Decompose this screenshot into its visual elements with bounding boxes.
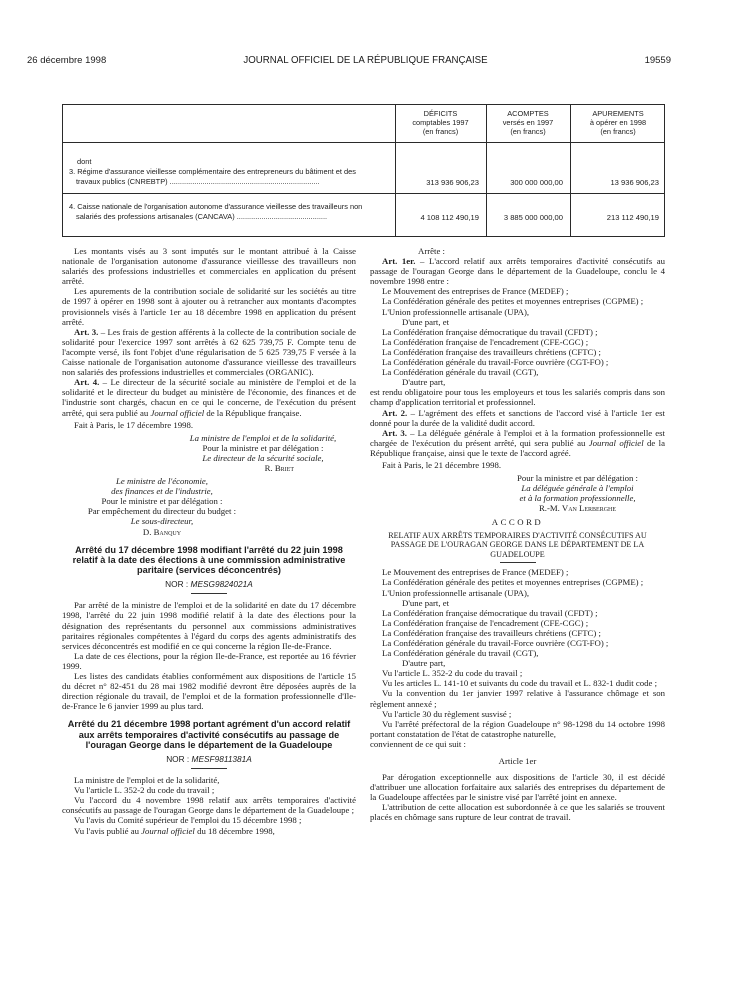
- party-cfe-cgc: La Confédération française de l'encadrement (CFE-CGC) ;: [382, 617, 589, 628]
- paragraph: Vu l'article L. 352-2 du code du travail ;: [74, 785, 215, 796]
- paragraph: La ministre de l'emploi et de la solidarité,: [74, 775, 220, 786]
- paragraph: Les apurements de la contribution sociale de solidarité sur les sociétés au titre de 1997 à opérer en 1998 sont à ajouter ou à retrancher aux montants d'acomptes provisionnels visés à l'article 1er au 18 décembre 1998 en application du présent arrêté.: [62, 286, 356, 327]
- party-cgt: La Confédération générale du travail (CGT),: [382, 367, 539, 378]
- dautre-part: D'autre part,: [402, 377, 446, 388]
- section-title-accord: Arrêté du 21 décembre 1998 portant agrément d'un accord relatif aux arrêts temporaires d'activité consécutifs au passage de l'ouragan George dans le département de la Guadeloupe: [67, 719, 351, 750]
- article-2: Art. 2. – L'agrément des effets et sanctions de l'accord visé à l'article 1er est donné pour la durée de la validité dudit accord.: [370, 407, 665, 428]
- party-cgpme: La Confédération générale des petites et moyennes entreprises (CGPME) ;: [382, 296, 644, 307]
- left-column: [62, 246, 356, 836]
- party-medef: Le Mouvement des entreprises de France (MEDEF) ;: [382, 286, 569, 297]
- paragraph: Vu l'accord du 4 novembre 1998 relatif aux arrêts temporaires d'activité consécutifs au passage de l'ouragan George dans le département de la Guadeloupe ;: [62, 795, 356, 816]
- party-cgpme: La Confédération générale des petites et moyennes entreprises (CGPME) ;: [382, 577, 644, 588]
- party-cfe-cgc: La Confédération française de l'encadrement (CFE-CGC) ;: [382, 336, 589, 347]
- paragraph: Vu l'avis publié au Journal officiel du 18 décembre 1998,: [74, 825, 275, 836]
- vu-line: Vu l'article L. 352-2 du code du travail ;: [382, 668, 523, 679]
- header-apurements: APUREMENTS à opérer en 1998 (en francs): [589, 109, 647, 136]
- fait-a-paris: Fait à Paris, le 17 décembre 1998.: [74, 419, 194, 430]
- party-cfdt: La Confédération française démocratique du travail (CFDT) ;: [382, 326, 598, 337]
- party-cfdt: La Confédération française démocratique du travail (CFDT) ;: [382, 607, 598, 618]
- article-3: Art. 3. – La déléguée générale à l'emploi et à la formation professionnelle est chargée de l'exécution du présent arrêté, qui sera publié au Journal officiel de la République française, ainsi que le texte de l'accord agréé.: [370, 427, 665, 458]
- party-cgt-fo: La Confédération générale du travail-Force ouvrière (CGT-FO) ;: [382, 357, 609, 368]
- nor-elections: NOR : MESG9824021A: [165, 579, 253, 590]
- paragraph: Par dérogation exceptionnelle aux dispositions de l'article 30, il est décidé d'attribuer une allocation forfaitaire aux salariés des entreprises du département de la Guadeloupe affectées par le sinistre visé par l'arrêté joint en annexe.: [370, 772, 665, 803]
- article-4: Art. 4. – Le directeur de la sécurité sociale au ministère de l'emploi et de la solidarité et le directeur du budget au ministère de l'économie, des finances et de l'industrie sont chargés, chacun en ce qui le concerne, de l'exécution du présent arrêté, qui sera publié au Journal officiel de la République française.: [62, 377, 356, 418]
- article-1: Art. 1er. – L'accord relatif aux arrêts temporaires d'activité consécutifs au passage de l'ouragan George dans le département de la Guadeloupe, conclu le 4 novembre 1998 entre :: [370, 256, 665, 287]
- paragraph: est rendu obligatoire pour tous les employeurs et tous les salariés compris dans son champ d'application territorial et professionnel.: [370, 387, 665, 408]
- divider: [191, 768, 227, 769]
- header-deficits: DÉFICITS comptables 1997 (en francs): [412, 109, 469, 136]
- arrete-label: Arrête :: [418, 246, 445, 256]
- row-cancava-apurement: 213 112 490,19: [606, 213, 659, 222]
- right-column: [370, 246, 665, 823]
- party-cgt-fo: La Confédération générale du travail-Force ouvrière (CGT-FO) ;: [382, 637, 609, 648]
- article-3: Art. 3. – Les frais de gestion afférents à la collecte de la contribution sociale de solidarité pour l'exercice 1997 sont arrêtés à 62 625 739,75 F. Compte tenu de l'acompte versé, ils font l'objet d'une régularisation de 5 625 739,75 F versée à la Caisse nationale de l'organisation autonome d'assurance vieillesse des travailleurs non salariés des professions industrielles et commerciales (ORGANIC).: [62, 326, 356, 378]
- row-cnrebtp-label: 3. Régime d'assurance vieillesse complémentaire des entrepreneurs du bâtiment et des travaux publics (CNREBTP) .........................................................................: [69, 167, 356, 186]
- divider: [191, 593, 227, 594]
- dune-part: D'une part, et: [402, 597, 450, 608]
- paragraph: Vu l'avis du Comité supérieur de l'emploi du 15 décembre 1998 ;: [74, 815, 302, 826]
- row-cancava-label: 4. Caisse nationale de l'organisation autonome d'assurance vieillesse des travailleurs non salariés des professions artisanales (CANCAVA) ............................................: [69, 202, 363, 221]
- vu-line: Vu les articles L. 141-10 et suivants du code du travail et L. 832-1 dudit code ;: [382, 678, 658, 689]
- signature-economie: Le ministre de l'économie, des finances et de l'industrie, Pour le ministre et par délégation : Par empêchement du directeur du budget : Le sous-directeur, D. Banquy: [87, 476, 237, 537]
- accounts-table: [62, 104, 665, 237]
- signature-deleguee: Pour la ministre et par délégation : La déléguée générale à l'emploi et à la formation professionnelle, R.-M. Van Lerberghe: [516, 473, 638, 514]
- nor-accord: NOR : MESF9811381A: [166, 753, 252, 764]
- header-date: 26 décembre 1998: [27, 55, 107, 66]
- party-cftc: La Confédération française des travailleurs chrétiens (CFTC) ;: [382, 346, 601, 357]
- dune-part: D'une part, et: [402, 316, 450, 327]
- accord-heading: ACCORD: [491, 517, 544, 528]
- row-cancava-acompte: 3 885 000 000,00: [503, 213, 563, 222]
- paragraph: Les montants visés au 3 sont imputés sur le montant attribué à la Caisse nationale de l'organisation autonome d'assurance vieillesse des travailleurs non salariés des professions industrielles et commerciales en application du présent arrêté.: [62, 246, 356, 287]
- signature-emploi: La ministre de l'emploi et de la solidarité, Pour la ministre et par délégation : Le directeur de la sécurité sociale, R. Briet: [189, 432, 337, 473]
- vu-line: Vu la convention du 1er janvier 1997 relative à l'assurance chômage et son règlement annexé ;: [370, 688, 665, 709]
- party-cgt: La Confédération générale du travail (CGT),: [382, 648, 539, 659]
- article-1-heading: Article 1er: [498, 756, 537, 766]
- row-cnrebtp-deficit: 313 936 906,23: [426, 178, 479, 187]
- paragraph: Par arrêté de la ministre de l'emploi et de la solidarité en date du 17 décembre 1998, l'arrêté du 22 juin 1998 modifié relatif à la date des élections pour la désignation des représentants du personnel aux commissions administratives paritaires régionales compétentes à l'égard du corps des agents administratifs des services déconcentrés est modifié en ce qui concerne la région Ile-de-France.: [62, 600, 356, 651]
- paragraph: L'attribution de cette allocation est subordonnée à ce que les salariés se trouvent placés en chômage sans rupture de leur contrat de travail.: [370, 802, 665, 823]
- conviennent: conviennent de ce qui suit :: [370, 738, 466, 749]
- header-acomptes: ACOMPTES versés en 1997 (en francs): [502, 109, 554, 136]
- row-cnrebtp-apurement: 13 936 906,23: [610, 178, 659, 187]
- journal-title: JOURNAL OFFICIEL DE LA RÉPUBLIQUE FRANÇAISE: [243, 55, 488, 66]
- party-upa: L'Union professionnelle artisanale (UPA),: [382, 306, 530, 317]
- vu-line: Vu l'arrêté préfectoral de la région Guadeloupe n° 98-1298 du 14 octobre 1998 portant constatation de l'état de catastrophe naturelle,: [370, 718, 665, 739]
- vu-line: Vu l'article 30 du règlement susvisé ;: [382, 708, 512, 719]
- row-cnrebtp-acompte: 300 000 000,00: [510, 178, 563, 187]
- dautre-part: D'autre part,: [402, 658, 446, 669]
- paragraph: Les listes des candidats établies conformément aux dispositions de l'article 15 du décret n° 82-451 du 28 mai 1982 modifié devront être déposées auprès de la direction régionale du travail, de l'emploi et de la formation professionnelle d'Ile-de-France le 6 janvier 1999 au plus tard.: [62, 670, 356, 712]
- section-title-elections: Arrêté du 17 décembre 1998 modifiant l'arrêté du 22 juin 1998 relatif à la date des élections à une commission administrative paritaire (services déconcentrés): [72, 544, 346, 576]
- divider: [500, 562, 536, 563]
- party-upa: L'Union professionnelle artisanale (UPA),: [382, 587, 530, 598]
- page-number: 19559: [644, 55, 671, 66]
- party-medef: Le Mouvement des entreprises de France (MEDEF) ;: [382, 567, 569, 578]
- dont-label: dont: [77, 157, 92, 166]
- paragraph: La date de ces élections, pour la région Ile-de-France, est reportée au 16 février 1999.: [62, 650, 356, 671]
- accord-title: RELATIF AUX ARRÊTS TEMPORAIRES D'ACTIVITÉ CONSÉCUTIFS AU PASSAGE DE L'OURAGAN GEORGE DANS LE DÉPARTEMENT DE LA GUADELOUPE: [388, 530, 647, 559]
- party-cftc: La Confédération française des travailleurs chrétiens (CFTC) ;: [382, 627, 601, 638]
- row-cancava-deficit: 4 108 112 490,19: [420, 213, 479, 222]
- fait-a-paris: Fait à Paris, le 21 décembre 1998.: [382, 459, 502, 470]
